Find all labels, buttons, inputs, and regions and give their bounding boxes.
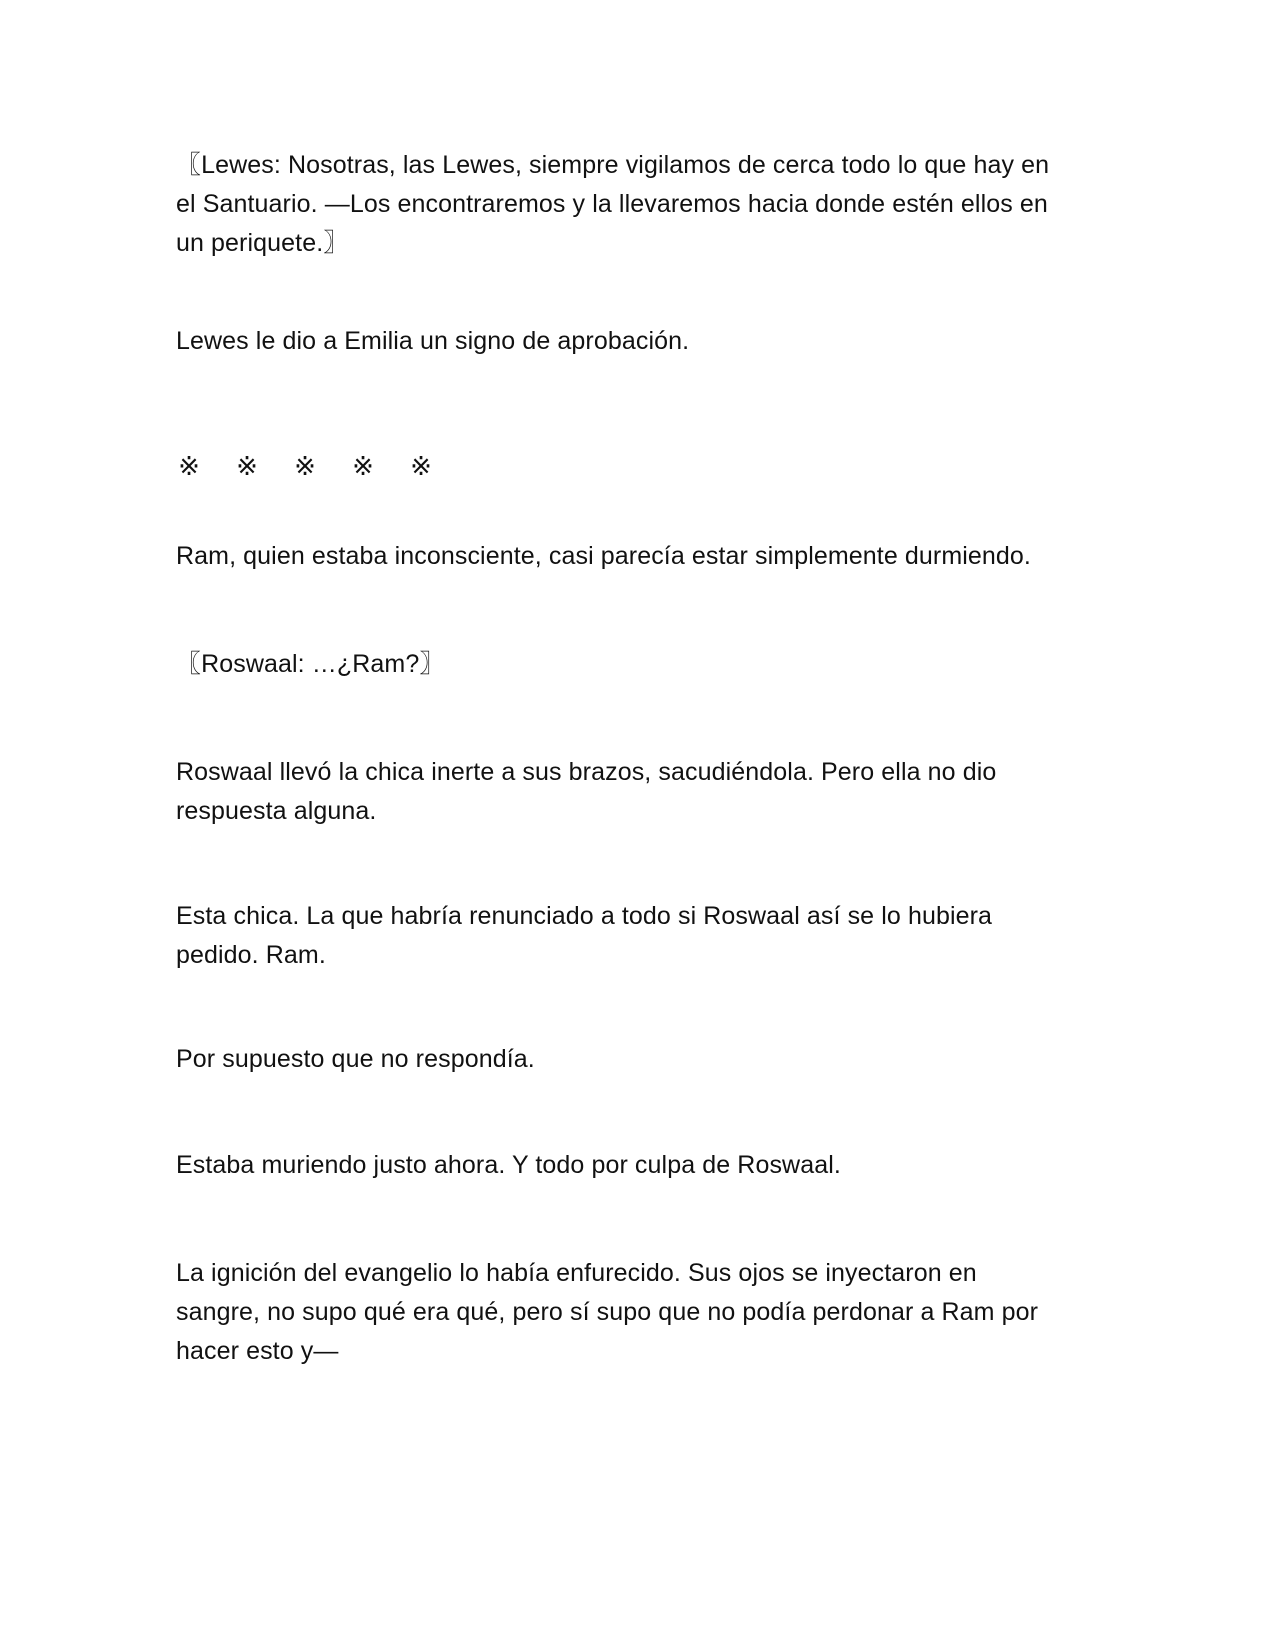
text-line: Ram, quien estaba inconsciente, casi parecía estar simplemente durmiendo. (176, 542, 1031, 570)
text-line: pedido. Ram. (176, 941, 326, 969)
text-line: un periquete.〗 (176, 229, 349, 257)
text-line: el Santuario. —Los encontraremos y la llevaremos hacia donde estén ellos en (176, 190, 1048, 218)
scene-break-mark: ※ (178, 452, 200, 482)
paragraph-lewes-dialogue (176, 146, 1096, 263)
paragraph-dying (176, 1146, 1096, 1185)
text-line: 〖Lewes: Nosotras, las Lewes, siempre vigilamos de cerca todo lo que hay en (176, 151, 1050, 179)
paragraph-no-response (176, 1040, 1096, 1079)
text-line: Esta chica. La que habría renunciado a todo si Roswaal así se lo hubiera (176, 902, 993, 930)
paragraph-lewes-approval (176, 322, 1096, 361)
scene-break-mark: ※ (410, 452, 432, 482)
paragraph-ram-unconscious (176, 537, 1096, 576)
text-line: sangre, no supo qué era qué, pero sí supo que no podía perdonar a Ram por (176, 1298, 1039, 1326)
paragraph-roswaal-shakes (176, 753, 1096, 831)
text-line: La ignición del evangelio lo había enfurecido. Sus ojos se inyectaron en (176, 1259, 977, 1287)
scene-break-mark: ※ (352, 452, 374, 482)
paragraph-this-girl (176, 897, 1096, 975)
scene-break (176, 448, 434, 487)
paragraph-roswaal-dialogue (176, 645, 1096, 684)
scene-break-mark: ※ (294, 452, 316, 482)
paragraph-gospel-ignition (176, 1254, 1096, 1371)
text-line: hacer esto y— (176, 1337, 339, 1365)
text-line: 〖Roswaal: …¿Ram?〗 (176, 650, 445, 678)
text-line: Por supuesto que no respondía. (176, 1045, 535, 1073)
text-line: Roswaal llevó la chica inerte a sus brazos, sacudiéndola. Pero ella no dio (176, 758, 997, 786)
text-line: Estaba muriendo justo ahora. Y todo por culpa de Roswaal. (176, 1151, 841, 1179)
text-line: respuesta alguna. (176, 797, 377, 825)
scene-break-mark: ※ (236, 452, 258, 482)
text-line: Lewes le dio a Emilia un signo de aprobación. (176, 327, 690, 355)
